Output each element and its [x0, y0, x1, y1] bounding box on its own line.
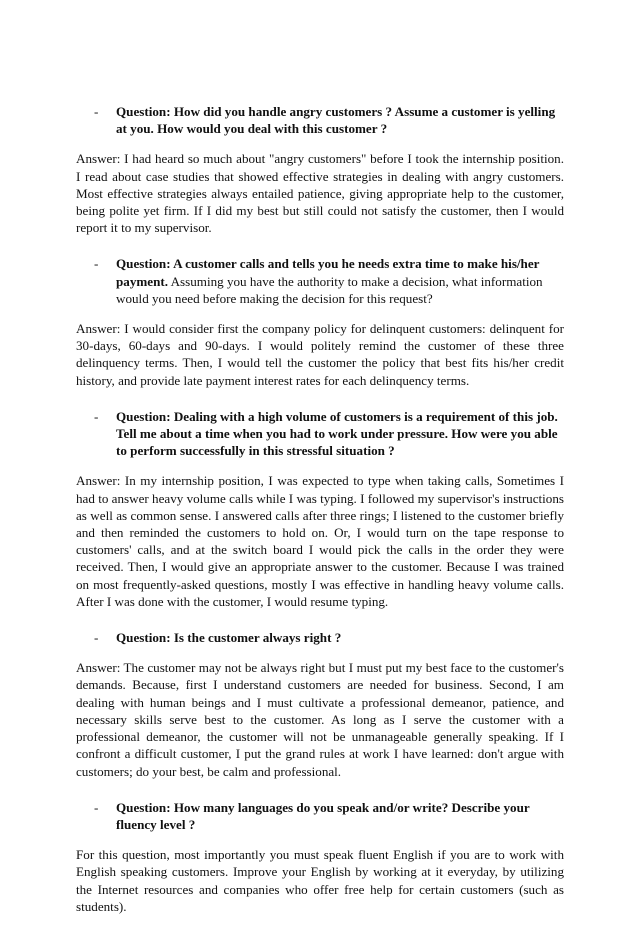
qa-block-extra-time [76, 255, 564, 388]
answer-text: Answer: I had heard so much about "angry customers" before I took the internship position. I read about case studies that showed effective strategies in dealing with angry customers. Most effective strategies always entailed patience, giving appropriate help to the customer, being polite yet firm. If I did my best but still could not satisfy the customer, then I would report it to my supervisor. [76, 151, 564, 236]
answer-text: For this question, most importantly you must speak fluent English if you are to work with English speaking customers. Improve your English by working at it everyday, by utilizing the Internet resources and companies who offer free help for certain customers (such as students). [76, 847, 564, 914]
question-bold: Question: A customer calls and tells you he needs extra time to make his/her payment. [116, 256, 540, 289]
qa-block-high-volume [76, 408, 564, 610]
answer-text: Answer: I would consider first the company policy for delinquent customers: delinquent for 30-days, 60-days and 90-days. I would politely remind the customer of these three delinquency terms. Then, I would tell the customer the policy that best fits his/her credit history, and provide late payment interest rates for each delinquency terms. [76, 321, 564, 388]
document-body [76, 103, 564, 934]
list-dash: - [94, 408, 99, 424]
question-text [76, 629, 564, 646]
list-dash: - [94, 799, 99, 815]
question-bold: Question: Is the customer always right ? [116, 630, 342, 646]
answer-text: Answer: The customer may not be always right but I must put my best face to the customer's demands. Because, first I understand customers are needed for business. Second, I am dealing with human beings and I must cultivate a professional demeanor, patience, and necessary skills serve best to the customer. As long as I serve the customer with a professional demeanor, the customer will not be unmanageable generally speaking. If I confront a difficult customer, I put the grand rules at work I have learned: don't argue with customers; do your best, be calm and professional. [76, 660, 564, 779]
answer-text: Answer: In my internship position, I was expected to type when taking calls, Sometimes I had to answer heavy volume calls while I was typing. I followed my supervisor's instructions as well as common sense. I answered calls after three rings; I listened to the customer briefly and then reminded the customers to hold on. Or, I would turn on the tape response to customers' calls, and at the switch board I would pick the calls in the order they were received. Then, I would give an appropriate answer to the customer. Because I was trained on most frequently-asked questions, mostly I was effective in handling heavy volume calls. After I was done with the customer, I would resume typing. [76, 473, 564, 609]
list-dash: - [94, 104, 99, 119]
list-dash: - [94, 256, 99, 272]
question-text [76, 103, 564, 137]
question-bold: Question: How did you handle angry customers ? Assume a customer is yelling at you. How would you deal with this customer ? [116, 104, 556, 137]
question-bold: Question: Dealing with a high volume of customers is a requirement of this job. Tell me about a time when you had to work under pressure. How were you able to perform successfully in this stressful situation ? [116, 408, 558, 459]
question-text [76, 255, 564, 307]
question-text [76, 799, 564, 833]
qa-block-angry-customers [76, 103, 564, 236]
list-dash: - [94, 630, 99, 646]
question-text [76, 408, 564, 460]
question-bold: Question: How many languages do you speak and/or write? Describe your fluency level ? [116, 799, 530, 832]
qa-block-languages [76, 799, 564, 915]
question-normal: Assuming you have the authority to make a decision, what information would you need before making the decision for this request? [116, 273, 543, 306]
qa-block-customer-right [76, 629, 564, 780]
